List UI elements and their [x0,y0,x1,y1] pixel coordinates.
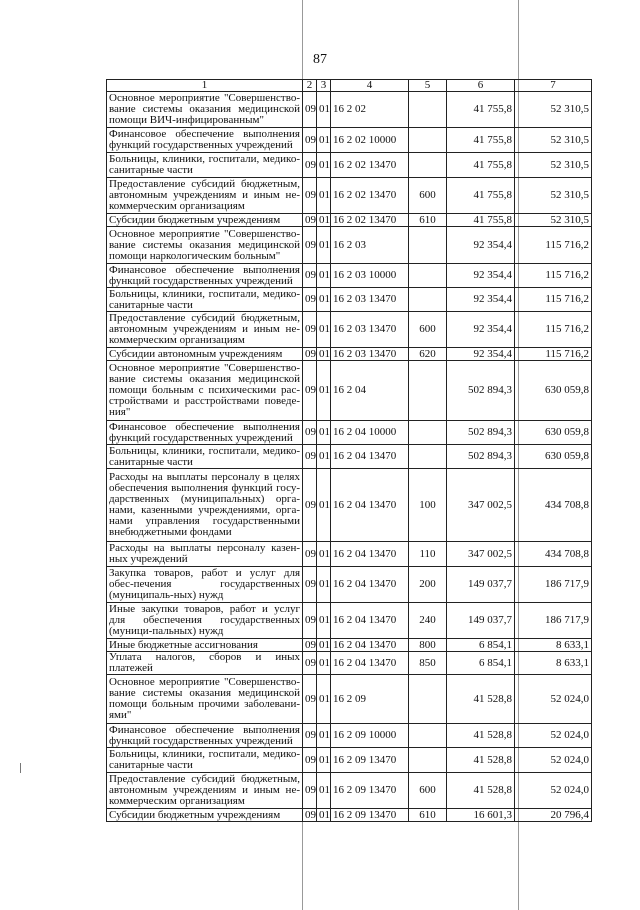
section-code: 09 [303,469,317,542]
scan-margin-mark [20,763,21,773]
expense-item-name: Больницы, клиники, госпитали, медико-санитарные части [107,445,303,469]
amount-year-1: 41 528,8 [447,675,515,724]
expense-item-name: Иные закупки товаров, работ и услуг для обеспечения государственных (муници-пальных) нужд [107,603,303,639]
table-row [107,567,592,603]
section-code: 09 [303,724,317,748]
expense-type-code [409,361,447,421]
subsection-code: 01 [317,92,331,128]
amount-year-1: 347 002,5 [447,542,515,567]
table-row [107,178,592,214]
section-code: 09 [303,421,317,445]
amount-year-2: 52 024,0 [515,724,592,748]
subsection-code: 01 [317,445,331,469]
table-row [107,264,592,288]
expense-type-code: 600 [409,178,447,214]
amount-year-2: 52 310,5 [515,214,592,227]
amount-year-2: 52 310,5 [515,128,592,153]
header-col-5: 5 [409,80,447,92]
expense-type-code: 800 [409,639,447,652]
amount-year-2: 630 059,8 [515,421,592,445]
expense-item-name: Финансовое обеспечение выполнения функций государственных учреждений [107,421,303,445]
amount-year-2: 52 024,0 [515,773,592,809]
expense-item-name: Предоставление субсидий бюджетным, автономным учреждениям и иным не-коммерческим организациям [107,178,303,214]
target-article-code: 16 2 04 13470 [331,603,409,639]
amount-year-1: 92 354,4 [447,312,515,348]
amount-year-2: 630 059,8 [515,361,592,421]
subsection-code: 01 [317,469,331,542]
amount-year-1: 149 037,7 [447,567,515,603]
section-code: 09 [303,178,317,214]
subsection-code: 01 [317,675,331,724]
amount-year-2: 8 633,1 [515,652,592,675]
header-col-3: 3 [317,80,331,92]
table-row [107,445,592,469]
target-article-code: 16 2 03 13470 [331,288,409,312]
header-col-6: 6 [447,80,515,92]
expense-type-code: 610 [409,214,447,227]
amount-year-1: 149 037,7 [447,603,515,639]
amount-year-1: 92 354,4 [447,348,515,361]
budget-table [106,79,592,822]
table-row [107,421,592,445]
expense-type-code [409,227,447,264]
expense-item-name: Закупка товаров, работ и услуг для обес-печения государственных (муниципаль-ных) нужд [107,567,303,603]
subsection-code: 01 [317,288,331,312]
section-code: 09 [303,128,317,153]
target-article-code: 16 2 09 13470 [331,773,409,809]
table-row [107,748,592,773]
section-code: 09 [303,312,317,348]
expense-item-name: Больницы, клиники, госпитали, медико-санитарные части [107,153,303,178]
target-article-code: 16 2 04 13470 [331,567,409,603]
table-row [107,288,592,312]
amount-year-2: 630 059,8 [515,445,592,469]
expense-type-code: 600 [409,773,447,809]
expense-item-name: Предоставление субсидий бюджетным, автономным учреждениям и иным не-коммерческим организациям [107,773,303,809]
target-article-code: 16 2 02 [331,92,409,128]
subsection-code: 01 [317,153,331,178]
expense-type-code: 240 [409,603,447,639]
amount-year-1: 92 354,4 [447,288,515,312]
table-row [107,153,592,178]
section-code: 09 [303,773,317,809]
section-code: 09 [303,809,317,822]
expense-item-name: Предоставление субсидий бюджетным, автономным учреждениям и иным не-коммерческим организациям [107,312,303,348]
expense-item-name: Больницы, клиники, госпитали, медико-санитарные части [107,288,303,312]
target-article-code: 16 2 09 13470 [331,809,409,822]
amount-year-1: 41 528,8 [447,773,515,809]
expense-item-name: Субсидии бюджетным учреждениям [107,809,303,822]
amount-year-1: 41 755,8 [447,178,515,214]
target-article-code: 16 2 09 13470 [331,748,409,773]
expense-type-code: 110 [409,542,447,567]
section-code: 09 [303,603,317,639]
table-row [107,361,592,421]
target-article-code: 16 2 03 [331,227,409,264]
amount-year-1: 16 601,3 [447,809,515,822]
amount-year-2: 115 716,2 [515,348,592,361]
section-code: 09 [303,348,317,361]
subsection-code: 01 [317,312,331,348]
expense-type-code: 600 [409,312,447,348]
subsection-code: 01 [317,603,331,639]
subsection-code: 01 [317,227,331,264]
expense-type-code: 200 [409,567,447,603]
subsection-code: 01 [317,639,331,652]
expense-type-code [409,153,447,178]
subsection-code: 01 [317,542,331,567]
section-code: 09 [303,567,317,603]
subsection-code: 01 [317,652,331,675]
subsection-code: 01 [317,214,331,227]
subsection-code: 01 [317,809,331,822]
amount-year-2: 115 716,2 [515,227,592,264]
expense-type-code [409,421,447,445]
amount-year-1: 6 854,1 [447,652,515,675]
subsection-code: 01 [317,264,331,288]
header-col-1: 1 [107,80,303,92]
amount-year-2: 8 633,1 [515,639,592,652]
target-article-code: 16 2 09 [331,675,409,724]
subsection-code: 01 [317,348,331,361]
table-row [107,312,592,348]
section-code: 09 [303,748,317,773]
amount-year-1: 347 002,5 [447,469,515,542]
table-row [107,724,592,748]
subsection-code: 01 [317,128,331,153]
section-code: 09 [303,92,317,128]
table-row [107,652,592,675]
expense-type-code [409,724,447,748]
expense-item-name: Основное мероприятие "Совершенство-вание системы оказания медицинской помощи наркологическим больным" [107,227,303,264]
expense-item-name: Расходы на выплаты персоналу казен-ных учреждений [107,542,303,567]
table-row [107,214,592,227]
section-code: 09 [303,361,317,421]
expense-item-name: Уплата налогов, сборов и иных платежей [107,652,303,675]
expense-item-name: Основное мероприятие "Совершенство-вание системы оказания медицинской помощи ВИЧ-инфицированным" [107,92,303,128]
expense-item-name: Основное мероприятие "Совершенство-вание системы оказания медицинской помощи больным с психическими рас-стройствами и расстройствами поведе-ния" [107,361,303,421]
amount-year-2: 434 708,8 [515,469,592,542]
header-col-7: 7 [515,80,592,92]
expense-type-code: 850 [409,652,447,675]
amount-year-1: 41 755,8 [447,214,515,227]
amount-year-1: 41 755,8 [447,92,515,128]
amount-year-2: 52 024,0 [515,748,592,773]
target-article-code: 16 2 03 13470 [331,312,409,348]
table-row [107,469,592,542]
target-article-code: 16 2 02 10000 [331,128,409,153]
table-row [107,92,592,128]
section-code: 09 [303,542,317,567]
amount-year-2: 52 024,0 [515,675,592,724]
amount-year-2: 115 716,2 [515,288,592,312]
expense-type-code [409,288,447,312]
section-code: 09 [303,445,317,469]
expense-type-code: 100 [409,469,447,542]
amount-year-1: 6 854,1 [447,639,515,652]
amount-year-1: 41 528,8 [447,748,515,773]
table-row [107,675,592,724]
expense-item-name: Расходы на выплаты персоналу в целях обеспечения выполнения функций госу-дарственных (муниципальных) орга-нами, казенными учреждениями, орга-нами управления государственными внебюджетными фондами [107,469,303,542]
expense-item-name: Субсидии автономным учреждениям [107,348,303,361]
expense-type-code [409,675,447,724]
subsection-code: 01 [317,567,331,603]
amount-year-1: 41 755,8 [447,128,515,153]
amount-year-2: 52 310,5 [515,178,592,214]
amount-year-1: 502 894,3 [447,445,515,469]
expense-item-name: Больницы, клиники, госпитали, медико-санитарные части [107,748,303,773]
target-article-code: 16 2 03 10000 [331,264,409,288]
expense-type-code [409,128,447,153]
table-row [107,128,592,153]
subsection-code: 01 [317,724,331,748]
table-row [107,542,592,567]
amount-year-1: 41 755,8 [447,153,515,178]
amount-year-2: 115 716,2 [515,264,592,288]
target-article-code: 16 2 02 13470 [331,153,409,178]
amount-year-2: 186 717,9 [515,603,592,639]
amount-year-2: 52 310,5 [515,153,592,178]
section-code: 09 [303,214,317,227]
section-code: 09 [303,264,317,288]
header-col-4: 4 [331,80,409,92]
amount-year-1: 502 894,3 [447,421,515,445]
table-row [107,773,592,809]
table-row [107,603,592,639]
subsection-code: 01 [317,361,331,421]
amount-year-1: 41 528,8 [447,724,515,748]
expense-item-name: Финансовое обеспечение выполнения функций государственных учреждений [107,724,303,748]
amount-year-2: 434 708,8 [515,542,592,567]
target-article-code: 16 2 09 10000 [331,724,409,748]
expense-item-name: Финансовое обеспечение выполнения функций государственных учреждений [107,128,303,153]
expense-type-code [409,92,447,128]
header-col-2: 2 [303,80,317,92]
target-article-code: 16 2 04 [331,361,409,421]
amount-year-1: 92 354,4 [447,264,515,288]
section-code: 09 [303,288,317,312]
target-article-code: 16 2 04 13470 [331,469,409,542]
target-article-code: 16 2 03 13470 [331,348,409,361]
target-article-code: 16 2 04 13470 [331,445,409,469]
page-number: 87 [313,52,327,67]
target-article-code: 16 2 04 13470 [331,542,409,567]
target-article-code: 16 2 04 13470 [331,639,409,652]
table-row [107,809,592,822]
table-row [107,639,592,652]
amount-year-2: 20 796,4 [515,809,592,822]
expense-item-name: Финансовое обеспечение выполнения функций государственных учреждений [107,264,303,288]
header-row [107,80,592,92]
section-code: 09 [303,227,317,264]
expense-type-code [409,445,447,469]
subsection-code: 01 [317,421,331,445]
section-code: 09 [303,153,317,178]
section-code: 09 [303,639,317,652]
target-article-code: 16 2 04 10000 [331,421,409,445]
table-row [107,227,592,264]
target-article-code: 16 2 04 13470 [331,652,409,675]
subsection-code: 01 [317,773,331,809]
amount-year-2: 186 717,9 [515,567,592,603]
amount-year-1: 92 354,4 [447,227,515,264]
expense-item-name: Основное мероприятие "Совершенство-вание системы оказания медицинской помощи больным прочими заболевани-ями" [107,675,303,724]
amount-year-2: 52 310,5 [515,92,592,128]
target-article-code: 16 2 02 13470 [331,214,409,227]
amount-year-1: 502 894,3 [447,361,515,421]
expense-type-code: 610 [409,809,447,822]
expense-type-code [409,264,447,288]
expense-item-name: Иные бюджетные ассигнования [107,639,303,652]
expense-type-code: 620 [409,348,447,361]
expense-item-name: Субсидии бюджетным учреждениям [107,214,303,227]
subsection-code: 01 [317,748,331,773]
section-code: 09 [303,652,317,675]
amount-year-2: 115 716,2 [515,312,592,348]
section-code: 09 [303,675,317,724]
expense-type-code [409,748,447,773]
table-row [107,348,592,361]
target-article-code: 16 2 02 13470 [331,178,409,214]
subsection-code: 01 [317,178,331,214]
